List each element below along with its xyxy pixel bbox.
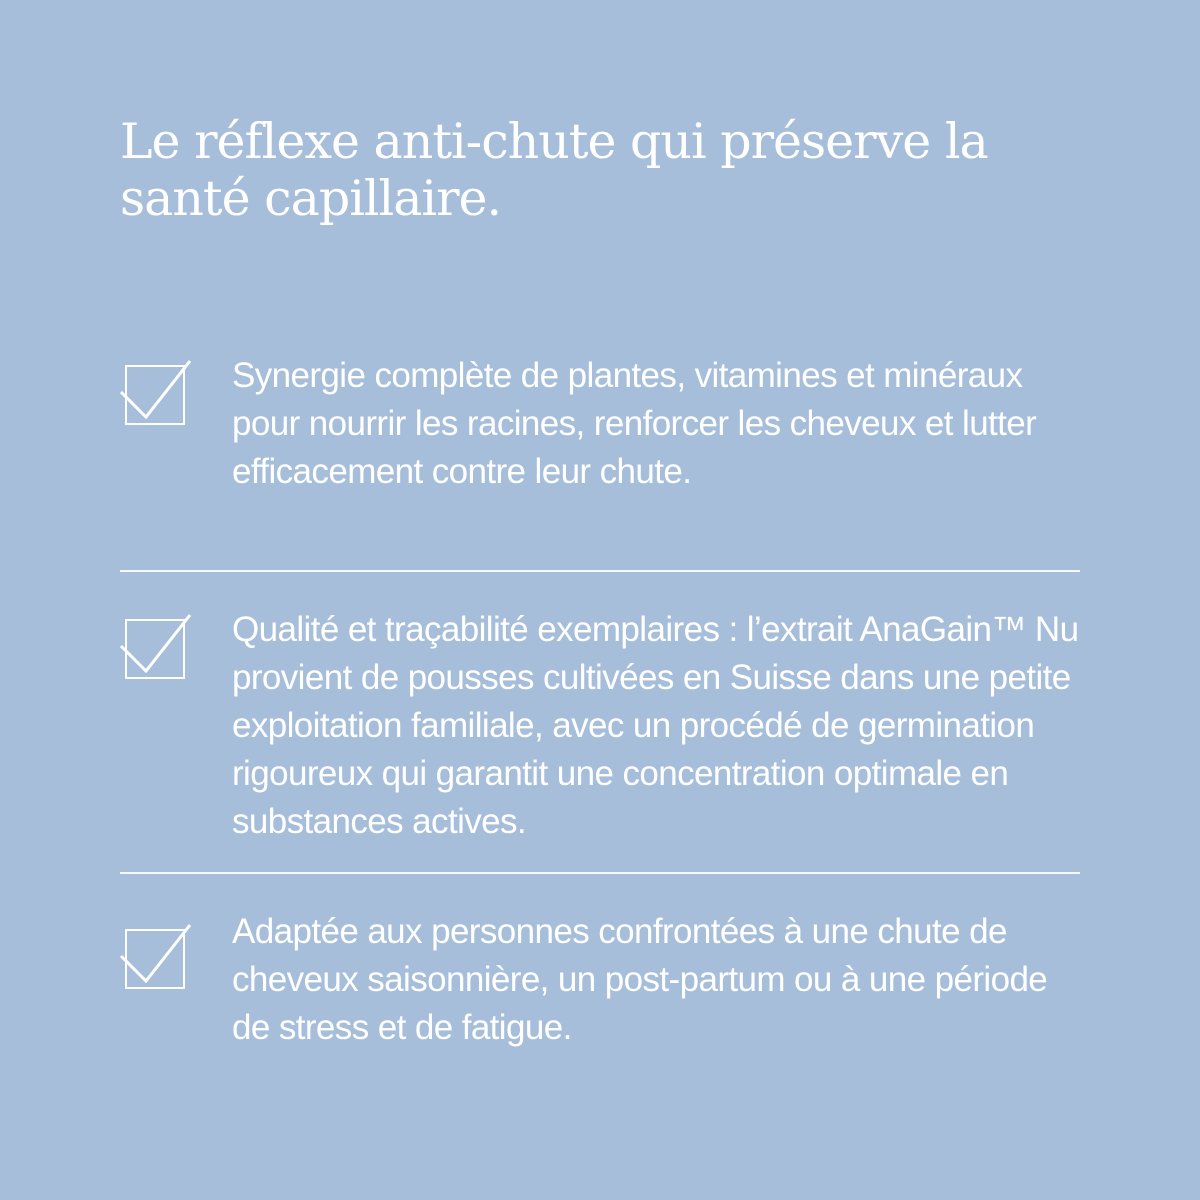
- divider: [120, 872, 1080, 874]
- divider: [120, 570, 1080, 572]
- checkbox-checked-icon: [120, 922, 192, 994]
- benefit-text: Qualité et traçabilité exemplaires : l’extrait AnaGain™ Nu provient de pousses cultivées en Suisse dans une petite exploitation familiale, avec un procédé de germination rigoureux qui garantit une concentration optimale en substances actives.: [232, 610, 1079, 841]
- benefit-text: Adaptée aux personnes confrontées à une chute de cheveux saisonnière, un post-partum ou à une période de stress et de fatigue.: [232, 912, 1048, 1047]
- benefit-text: Synergie complète de plantes, vitamines et minéraux pour nourrir les racines, renforcer les cheveux et lutter efficacement contre leur chute.: [232, 356, 1037, 491]
- checkbox-checked-icon: [120, 358, 192, 430]
- checkbox-checked-icon: [120, 612, 192, 684]
- page-title: Le réflexe anti-chute qui préserve la santé capillaire.: [120, 113, 988, 227]
